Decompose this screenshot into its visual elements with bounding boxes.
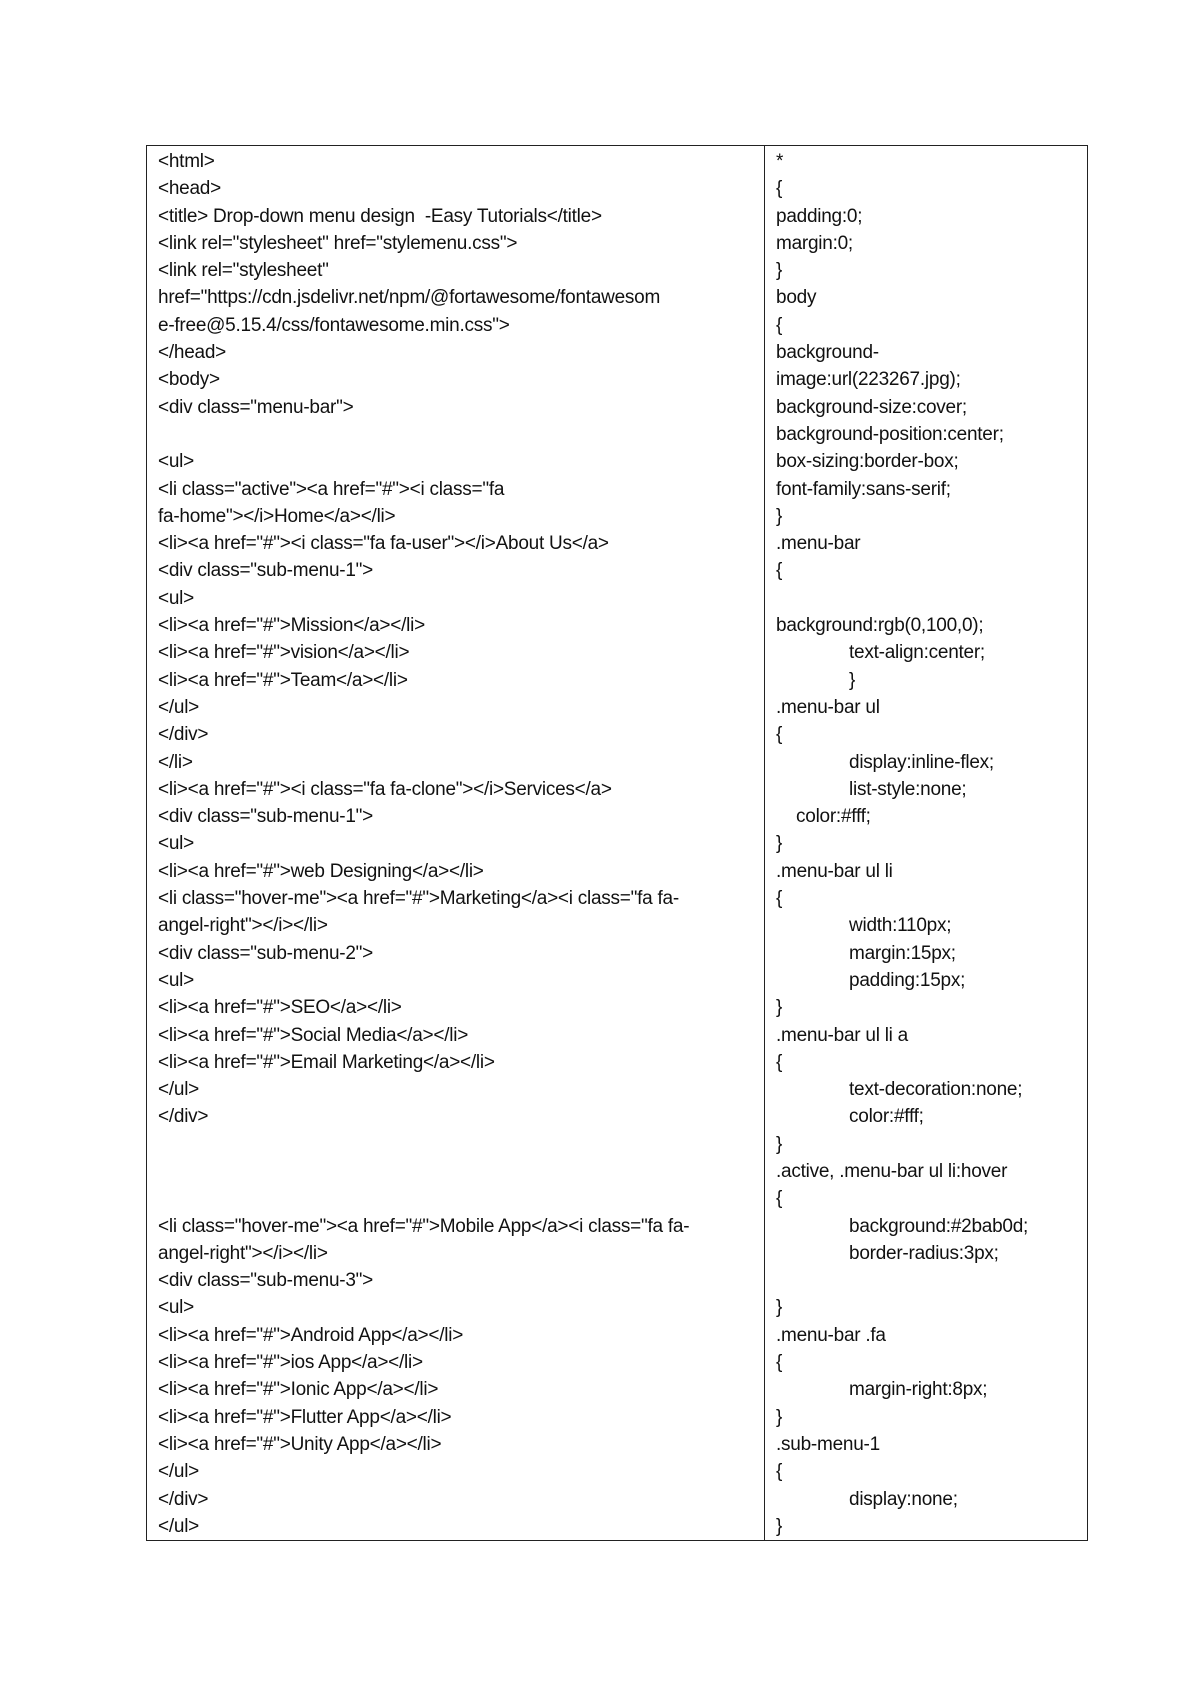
code-line: <li><a href="#">Social Media</a></li> [158, 1024, 469, 1046]
code-line: <li><a href="#">Email Marketing</a></li> [158, 1051, 495, 1073]
code-line: padding:15px; [849, 969, 966, 991]
code-line: <head> [158, 178, 221, 200]
code-line: box-sizing:border-box; [776, 451, 959, 473]
code-line [158, 1131, 754, 1158]
code-line: <ul> [158, 1297, 194, 1319]
code-line: { [776, 1352, 783, 1374]
code-line: </ul> [158, 1515, 200, 1537]
code-line: <div class="sub-menu-3"> [158, 1270, 374, 1292]
code-line: { [776, 560, 783, 582]
code-line: .menu-bar ul [776, 696, 880, 718]
code-line: <li><a href="#"><i class="fa fa-clone"></i>Services</a> [158, 778, 612, 800]
css-code-cell [765, 146, 1088, 1541]
code-line: .menu-bar .fa [776, 1324, 886, 1346]
code-line: <ul> [158, 587, 194, 609]
code-line: </div> [158, 724, 209, 746]
code-line: .menu-bar [776, 533, 861, 555]
code-line: display:inline-flex; [849, 751, 994, 773]
code-line: <div class="sub-menu-1"> [158, 560, 374, 582]
code-line: </ul> [158, 696, 200, 718]
code-line: </ul> [158, 1461, 200, 1483]
code-line: { [776, 1461, 783, 1483]
code-line: font-family:sans-serif; [776, 478, 951, 500]
code-line: { [776, 1188, 783, 1210]
code-line [158, 421, 754, 448]
code-line: { [776, 724, 783, 746]
code-line: } [776, 833, 783, 855]
code-line: border-radius:3px; [849, 1242, 999, 1264]
code-line: .menu-bar ul li [776, 860, 893, 882]
code-line: </li> [158, 751, 193, 773]
code-line: .menu-bar ul li a [776, 1024, 908, 1046]
code-line [158, 1158, 754, 1185]
code-line: <div class="sub-menu-2"> [158, 942, 374, 964]
code-line: <link rel="stylesheet" href="stylemenu.css"> [158, 232, 518, 254]
code-line: .sub-menu-1 [776, 1433, 880, 1455]
code-line: <li><a href="#">SEO</a></li> [158, 997, 402, 1019]
code-line [158, 1185, 754, 1212]
code-line: } [776, 1515, 783, 1537]
code-line: angel-right"></i></li> [158, 1242, 328, 1264]
code-line: } [776, 997, 783, 1019]
code-line: <li><a href="#">Android App</a></li> [158, 1324, 464, 1346]
code-line: color:#fff; [849, 1106, 924, 1128]
code-line: <li><a href="#">vision</a></li> [158, 642, 410, 664]
code-line: href="https://cdn.jsdelivr.net/npm/@fortawesome/fontawesom [158, 287, 661, 309]
code-line: body [776, 287, 817, 309]
code-line: <body> [158, 369, 220, 391]
code-line: text-decoration:none; [849, 1079, 1023, 1101]
code-line: <li class="active"><a href="#"><i class="fa [158, 478, 505, 500]
code-line: margin-right:8px; [849, 1379, 988, 1401]
code-line: background:#2bab0d; [849, 1215, 1029, 1237]
code-line: <li class="hover-me"><a href="#">Mobile App</a><i class="fa fa- [158, 1215, 690, 1237]
code-line: <ul> [158, 451, 194, 473]
code-line: <div class="sub-menu-1"> [158, 806, 374, 828]
code-line: </head> [158, 342, 226, 364]
code-line: { [776, 314, 783, 336]
code-line: color:#fff; [796, 806, 871, 828]
code-line: <li><a href="#">ios App</a></li> [158, 1352, 423, 1374]
code-line: <li><a href="#">Mission</a></li> [158, 615, 425, 637]
code-line: <title> Drop-down menu design -Easy Tutorials</title> [158, 205, 602, 227]
code-line: } [776, 260, 783, 282]
code-line: } [849, 669, 856, 691]
code-line: </ul> [158, 1079, 200, 1101]
code-line: <ul> [158, 833, 194, 855]
code-line [776, 585, 1077, 612]
code-table [146, 145, 1088, 1541]
code-line: e-free@5.15.4/css/fontawesome.min.css"> [158, 314, 510, 336]
code-line: image:url(223267.jpg); [776, 369, 961, 391]
code-line: </div> [158, 1488, 209, 1510]
code-line: background-position:center; [776, 423, 1004, 445]
code-line: <li><a href="#">web Designing</a></li> [158, 860, 484, 882]
html-code-column [147, 146, 764, 1540]
code-line: <li><a href="#"><i class="fa fa-user"></i>About Us</a> [158, 533, 609, 555]
code-line: <li class="hover-me"><a href="#">Marketing</a><i class="fa fa- [158, 888, 679, 910]
code-line: } [776, 1133, 783, 1155]
code-line: </div> [158, 1106, 209, 1128]
css-code-column [765, 146, 1087, 1540]
code-line: } [776, 1406, 783, 1428]
code-line: background- [776, 342, 879, 364]
code-line: background-size:cover; [776, 396, 967, 418]
code-line: <li><a href="#">Ionic App</a></li> [158, 1379, 439, 1401]
code-line [776, 1267, 1077, 1294]
code-line: margin:15px; [849, 942, 956, 964]
code-line: fa-home"></i>Home</a></li> [158, 505, 396, 527]
table-row [147, 146, 1088, 1541]
code-line: <li><a href="#">Team</a></li> [158, 669, 408, 691]
code-line: { [776, 178, 783, 200]
code-line: text-align:center; [849, 642, 985, 664]
code-line: <link rel="stylesheet" [158, 260, 329, 282]
code-line: * [776, 151, 784, 172]
code-line: <ul> [158, 969, 194, 991]
code-line: { [776, 1051, 783, 1073]
code-line: { [776, 888, 783, 910]
code-line: <li><a href="#">Flutter App</a></li> [158, 1406, 452, 1428]
code-line: padding:0; [776, 205, 863, 227]
code-line: list-style:none; [849, 778, 967, 800]
code-line: <li><a href="#">Unity App</a></li> [158, 1433, 442, 1455]
code-line: <div class="menu-bar"> [158, 396, 354, 418]
code-line: background:rgb(0,100,0); [776, 615, 984, 637]
code-line: } [776, 1297, 783, 1319]
code-line: width:110px; [849, 915, 952, 937]
code-line: .active, .menu-bar ul li:hover [776, 1160, 1008, 1182]
html-code-cell [147, 146, 765, 1541]
code-line: <html> [158, 151, 215, 172]
code-line: } [776, 505, 783, 527]
code-line: display:none; [849, 1488, 958, 1510]
code-line: angel-right"></i></li> [158, 915, 328, 937]
code-line: margin:0; [776, 232, 853, 254]
